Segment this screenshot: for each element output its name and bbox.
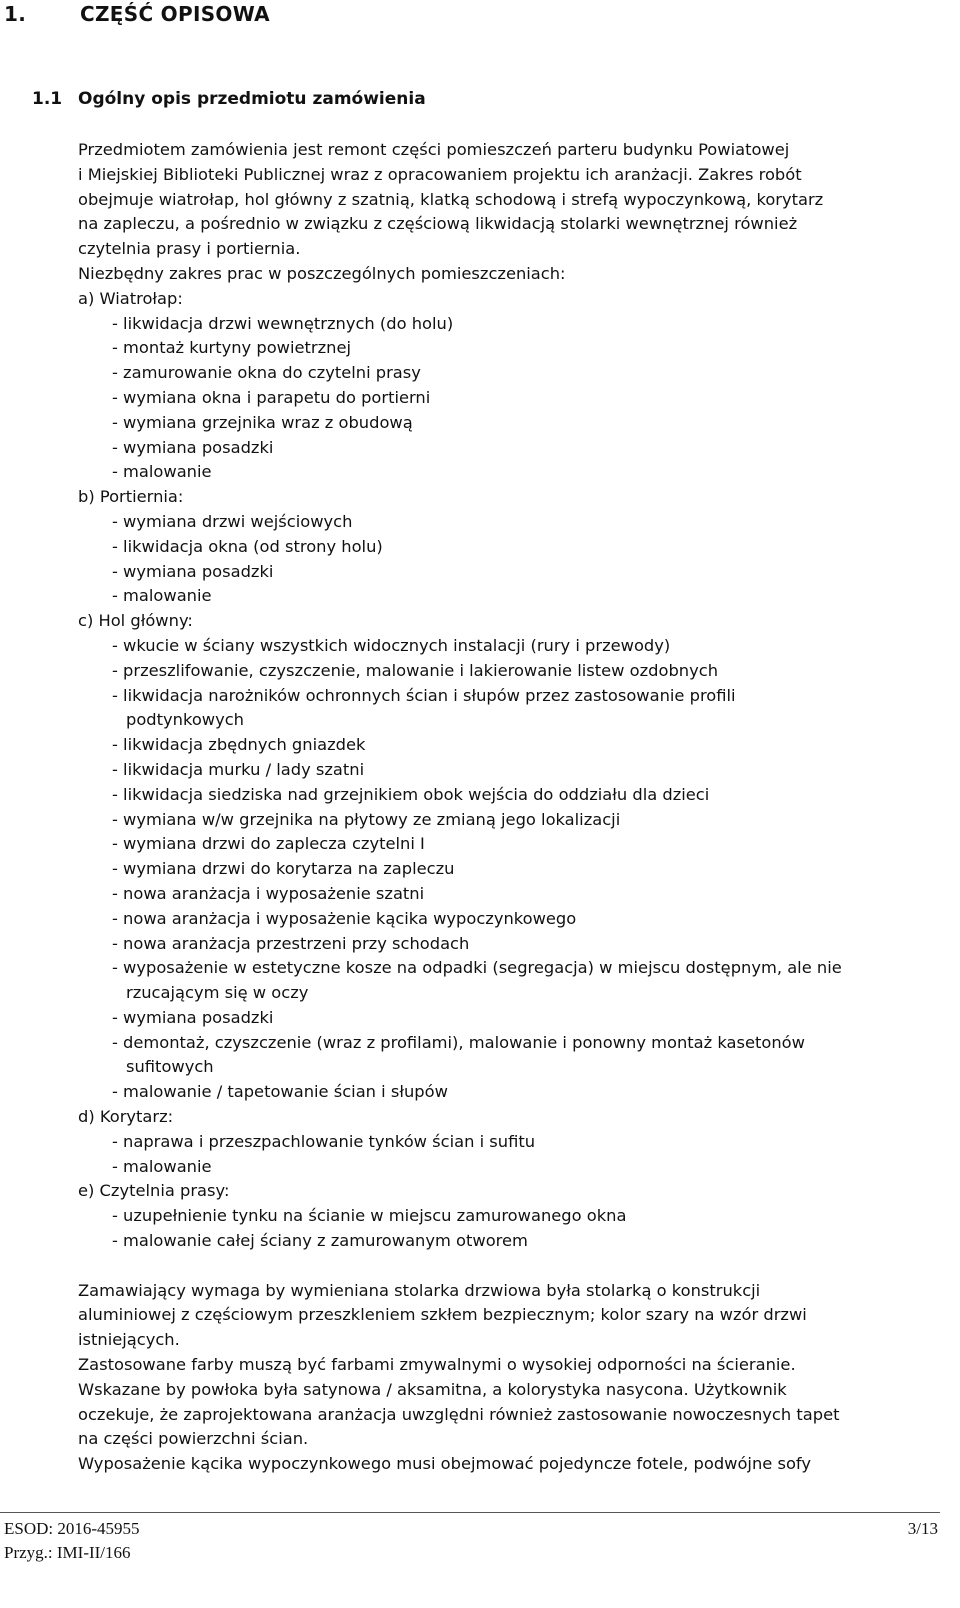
paragraph-line: Niezbędny zakres prac w poszczególnych pomieszczeniach: xyxy=(78,263,566,283)
footer-esod-number: ESOD: 2016-45955 xyxy=(4,1519,140,1538)
paragraph-line: oczekuje, że zaprojektowana aranżacja uwzględni również zastosowanie nowoczesnych tapet xyxy=(78,1404,840,1424)
list-heading: d) Korytarz: xyxy=(78,1107,174,1127)
paragraph-line: obejmuje wiatrołap, hol główny z szatnią, klatką schodową i strefą wypoczynkową, korytarz xyxy=(78,189,824,209)
page-footer xyxy=(4,1517,938,1565)
list-item: - zamurowanie okna do czytelni prasy xyxy=(112,363,421,383)
list-item: - nowa aranżacja i wyposażenie szatni xyxy=(112,883,425,903)
paragraph-line: istniejących. xyxy=(78,1330,180,1350)
section-heading xyxy=(4,2,270,26)
paragraph-line: Wskazane by powłoka była satynowa / aksamitna, a kolorystyka nasycona. Użytkownik xyxy=(78,1379,787,1399)
list-item: - likwidacja zbędnych gniazdek xyxy=(112,735,366,755)
list-item: - uzupełnienie tynku na ścianie w miejscu zamurowanego okna xyxy=(112,1206,627,1226)
subsection-title: Ogólny opis przedmiotu zamówienia xyxy=(78,89,426,109)
paragraph-line: Zamawiający wymaga by wymieniana stolarka drzwiowa była stolarką o konstrukcji xyxy=(78,1280,761,1300)
list-item: - demontaż, czyszczenie (wraz z profilami), malowanie i ponowny montaż kasetonów xyxy=(112,1032,805,1052)
paragraph-line: Zastosowane farby muszą być farbami zmywalnymi o wysokiej odporności na ścieranie. xyxy=(78,1355,796,1375)
list-item: - wymiana w/w grzejnika na płytowy ze zmianą jego lokalizacji xyxy=(112,809,621,829)
paragraph-line: aluminiowej z częściowym przeszkleniem szkłem bezpiecznym; kolor szary na wzór drzwi xyxy=(78,1305,807,1325)
list-item: - przeszlifowanie, czyszczenie, malowanie i lakierowanie listew ozdobnych xyxy=(112,660,719,680)
list-item: - wymiana okna i parapetu do portierni xyxy=(112,387,431,407)
list-item: - montaż kurtyny powietrznej xyxy=(112,338,351,358)
paragraph-line: Wyposażenie kącika wypoczynkowego musi obejmować pojedyncze fotele, podwójne sofy xyxy=(78,1454,811,1474)
list-item-continuation: rzucającym się w oczy xyxy=(126,983,309,1003)
list-item: - likwidacja siedziska nad grzejnikiem obok wejścia do oddziału dla dzieci xyxy=(112,784,710,804)
paragraph-line: i Miejskiej Biblioteki Publicznej wraz z opracowaniem projektu ich aranżacji. Zakres robót xyxy=(78,164,802,184)
list-item: - wymiana posadzki xyxy=(112,1007,274,1027)
list-item: - wymiana drzwi wejściowych xyxy=(112,511,353,531)
list-item: - likwidacja narożników ochronnych ścian i słupów przez zastosowanie profili xyxy=(112,685,736,705)
footer-divider xyxy=(0,1512,940,1513)
list-item: - wymiana posadzki xyxy=(112,437,274,457)
list-item: - likwidacja murku / lady szatni xyxy=(112,759,365,779)
paragraph-line: Przedmiotem zamówienia jest remont części pomieszczeń parteru budynku Powiatowej xyxy=(78,140,790,159)
paragraph-line: czytelnia prasy i portiernia. xyxy=(78,239,301,259)
list-item: - malowanie / tapetowanie ścian i słupów xyxy=(112,1082,448,1102)
subsection-number: 1.1 xyxy=(32,89,63,109)
list-item-continuation: podtynkowych xyxy=(126,710,244,730)
subsection-heading xyxy=(32,89,426,109)
list-item: - wymiana posadzki xyxy=(112,561,274,581)
section-title: CZĘŚĆ OPISOWA xyxy=(80,2,270,26)
section-number: 1. xyxy=(4,2,27,26)
list-heading: a) Wiatrołap: xyxy=(78,288,183,308)
paragraph-gap xyxy=(78,1254,938,1279)
list-heading: b) Portiernia: xyxy=(78,487,184,507)
list-item: - naprawa i przeszpachlowanie tynków ścian i sufitu xyxy=(112,1131,536,1151)
paragraph-line: na zapleczu, a pośrednio w związku z częściową likwidacją stolarki wewnętrznej również xyxy=(78,214,798,234)
list-heading: c) Hol główny: xyxy=(78,611,193,631)
list-item: - likwidacja drzwi wewnętrznych (do holu) xyxy=(112,313,454,333)
list-item: - malowanie xyxy=(112,586,212,606)
list-item: - wymiana drzwi do zaplecza czytelni I xyxy=(112,834,425,854)
list-item: - malowanie całej ściany z zamurowanym otworem xyxy=(112,1231,528,1251)
list-item: - malowanie xyxy=(112,462,212,482)
list-item: - nowa aranżacja przestrzeni przy schodach xyxy=(112,933,470,953)
paragraph-line: na części powierzchni ścian. xyxy=(78,1429,309,1449)
list-item: - wymiana grzejnika wraz z obudową xyxy=(112,412,413,432)
list-item-continuation: sufitowych xyxy=(126,1057,214,1077)
list-item: - wkucie w ściany wszystkich widocznych instalacji (rury i przewody) xyxy=(112,635,671,655)
footer-page-number: 3/13 xyxy=(907,1519,938,1538)
footer-reference: Przyg.: IMI-II/166 xyxy=(4,1543,131,1562)
list-item: - malowanie xyxy=(112,1156,212,1176)
list-item: - nowa aranżacja i wyposażenie kącika wypoczynkowego xyxy=(112,908,577,928)
document-body xyxy=(78,138,938,1477)
list-item: - wyposażenie w estetyczne kosze na odpadki (segregacja) w miejscu dostępnym, ale nie xyxy=(112,958,842,978)
list-heading: e) Czytelnia prasy: xyxy=(78,1181,230,1201)
list-item: - likwidacja okna (od strony holu) xyxy=(112,536,383,556)
list-item: - wymiana drzwi do korytarza na zapleczu xyxy=(112,859,455,879)
